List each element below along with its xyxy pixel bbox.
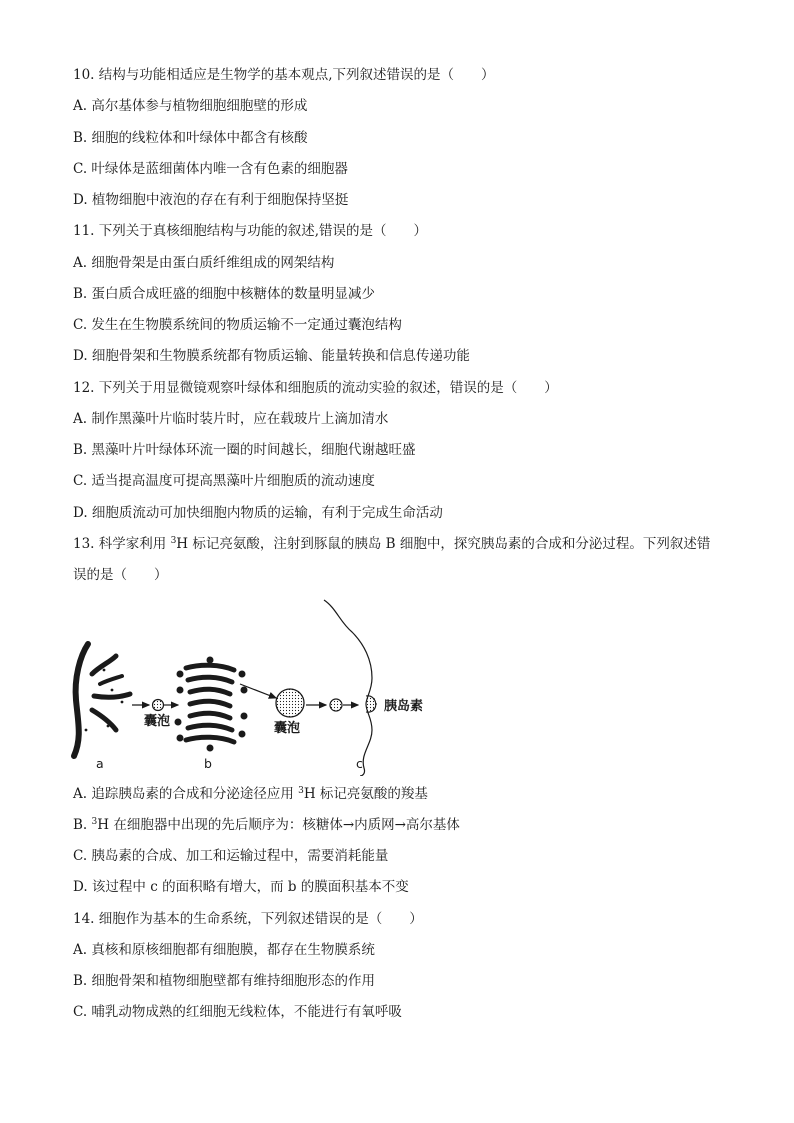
q12-option-a: A. 制作黑藻叶片临时装片时，应在载玻片上滴加清水 — [73, 411, 389, 427]
q11-option-d: D. 细胞骨架和生物膜系统都有物质运输、能量转换和信息传递功能 — [73, 348, 470, 364]
q13-option-a: A. 追踪胰岛素的合成和分泌途径应用 $^3$H 标记亮氨酸的羧基 — [73, 786, 428, 802]
q13-option-d: D. 该过程中 c 的面积略有增大，而 b 的膜面积基本不变 — [73, 879, 409, 895]
q14-option-c: C. 哺乳动物成熟的红细胞无线粒体，不能进行有氧呼吸 — [73, 1004, 402, 1020]
vesicle-label-2: 囊泡 — [274, 721, 301, 736]
q11-option-a: A. 细胞骨架是由蛋白质纤维组成的网架结构 — [73, 255, 335, 271]
q14-stem: 14. 细胞作为基本的生命系统，下列叙述错误的是（ ） — [73, 911, 423, 927]
q13-option-b: B. $^3$H 在细胞器中出现的先后顺序为：核糖体→内质网→高尔基体 — [73, 817, 460, 833]
vesicle-2-shape — [276, 689, 304, 717]
q12-option-d: D. 细胞质流动可加快细胞内物质的运输，有利于完成生命活动 — [73, 505, 443, 521]
q14-option-b: B. 细胞骨架和植物细胞壁都有维持细胞形态的作用 — [73, 973, 376, 989]
q10-stem: 10. 结构与功能相适应是生物学的基本观点,下列叙述错误的是（ ） — [73, 67, 495, 83]
q12-option-c: C. 适当提高温度可提高黑藻叶片细胞质的流动速度 — [73, 473, 375, 489]
q10-option-b: B. 细胞的线粒体和叶绿体中都含有核酸 — [73, 130, 308, 146]
q14-option-a: A. 真核和原核细胞都有细胞膜，都存在生物膜系统 — [73, 942, 375, 958]
vesicle-1-shape — [153, 700, 164, 711]
cell-membrane-shape — [324, 600, 372, 776]
secretion-pathway-figure — [60, 598, 460, 776]
golgi-apparatus-shape — [175, 657, 248, 752]
q10-option-a: A. 高尔基体参与植物细胞细胞壁的形成 — [73, 98, 308, 114]
label-b: b — [204, 756, 212, 771]
q13-stem-line2: 误的是（ ） — [73, 567, 168, 583]
q10-option-c: C. 叶绿体是蓝细菌体内唯一含有色素的细胞器 — [73, 161, 348, 177]
q12-option-b: B. 黑藻叶片叶绿体环流一圈的时间越长，细胞代谢越旺盛 — [73, 442, 416, 458]
label-a: a — [96, 756, 104, 771]
q13-stem: 13. 科学家利用 $^3$H 标记亮氨酸，注射到豚鼠的胰岛 B 细胞中，探究胰岛素的合成和分泌过程。下列叙述错 — [73, 536, 711, 552]
label-c: c — [356, 756, 363, 771]
endoplasmic-reticulum-shape — [74, 644, 130, 756]
q13-option-c: C. 胰岛素的合成、加工和运输过程中，需要消耗能量 — [73, 848, 389, 864]
vesicle-3-shape — [330, 699, 342, 711]
q11-stem: 11. 下列关于真核细胞结构与功能的叙述,错误的是（ ） — [73, 223, 428, 239]
q11-option-c: C. 发生在生物膜系统间的物质运输不一定通过囊泡结构 — [73, 317, 402, 333]
q11-option-b: B. 蛋白质合成旺盛的细胞中核糖体的数量明显减少 — [73, 286, 376, 302]
q12-stem: 12. 下列关于用显微镜观察叶绿体和细胞质的流动实验的叙述，错误的是（ ） — [73, 380, 558, 396]
vesicle-label-1: 囊泡 — [144, 714, 171, 729]
q10-option-d: D. 植物细胞中液泡的存在有利于细胞保持坚挺 — [73, 192, 349, 208]
insulin-label: 胰岛素 — [384, 699, 424, 714]
